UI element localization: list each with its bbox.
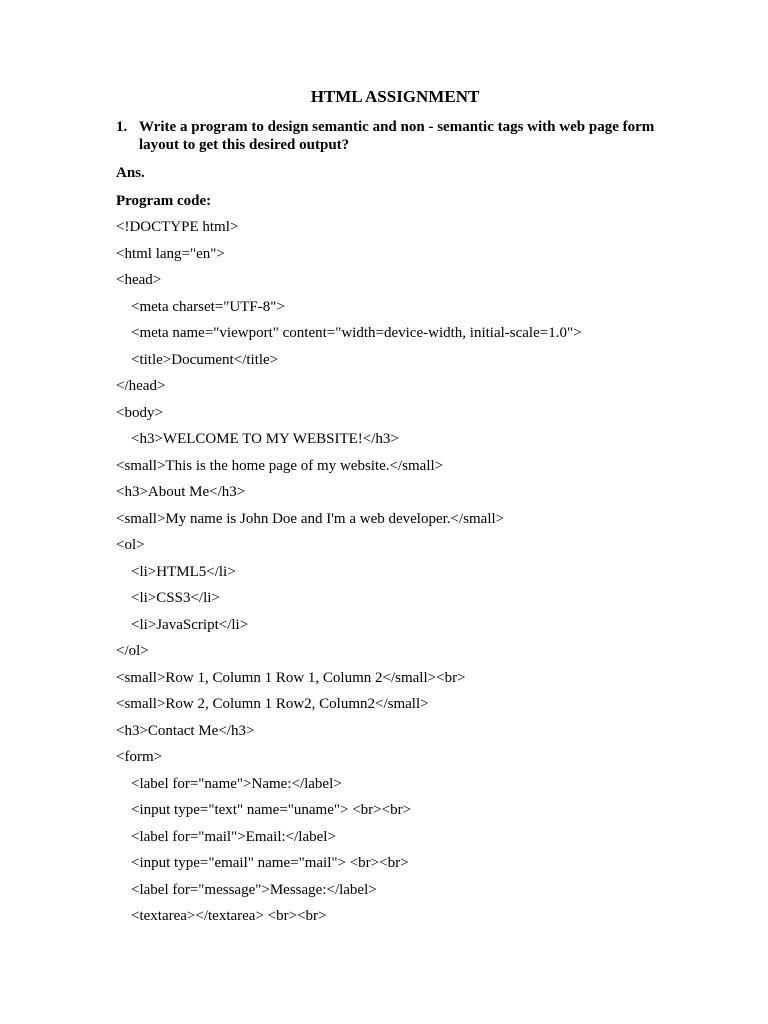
code-line: <textarea></textarea> <br><br> (131, 908, 327, 924)
code-line: <small>Row 2, Column 1 Row2, Column2</small> (116, 696, 429, 712)
question-text: Write a program to design semantic and non - semantic tags with web page form layout to get this desired output? (139, 119, 655, 153)
code-line: <!DOCTYPE html> (116, 219, 239, 235)
code-line: <body> (116, 404, 163, 421)
code-listing (116, 218, 736, 934)
code-line: <form> (116, 749, 163, 765)
code-line: <li>CSS3</li> (131, 590, 220, 606)
code-line: <h3>WELCOME TO MY WEBSITE!</h3> (131, 431, 399, 447)
code-line: <meta name="viewport" content="width=device-width, initial-scale=1.0"> (131, 325, 582, 341)
question-number: 1. (116, 119, 128, 135)
code-line: <label for="message">Message:</label> (131, 881, 377, 898)
code-line: <input type="email" name="mail"> <br><br> (131, 855, 409, 871)
code-line: <title>Document</title> (131, 351, 279, 368)
page-title: HTML ASSIGNMENT (310, 87, 480, 106)
code-line: <li>JavaScript</li> (131, 616, 249, 633)
answer-label: Ans. (116, 165, 145, 181)
code-line: <h3>Contact Me</h3> (116, 722, 255, 739)
code-line: <label for="name">Name:</label> (131, 775, 342, 792)
code-line: <html lang="en"> (116, 245, 225, 262)
code-line: <meta charset="UTF-8"> (131, 298, 285, 315)
code-line: <small>My name is John Doe and I'm a web developer.</small> (116, 510, 505, 527)
code-line: <label for="mail">Email:</label> (131, 828, 336, 845)
code-line: <ol> (116, 537, 145, 553)
code-line: </ol> (116, 643, 149, 659)
program-code-label: Program code: (116, 193, 212, 209)
code-line: <head> (116, 272, 162, 288)
code-line: <small>This is the home page of my website.</small> (116, 457, 444, 474)
code-line: </head> (116, 378, 166, 394)
question-1 (116, 118, 696, 154)
code-line: <input type="text" name="uname"> <br><br> (131, 802, 412, 818)
code-line: <h3>About Me</h3> (116, 484, 246, 500)
code-line: <li>HTML5</li> (131, 563, 236, 580)
code-line: <small>Row 1, Column 1 Row 1, Column 2</small><br> (116, 669, 466, 686)
